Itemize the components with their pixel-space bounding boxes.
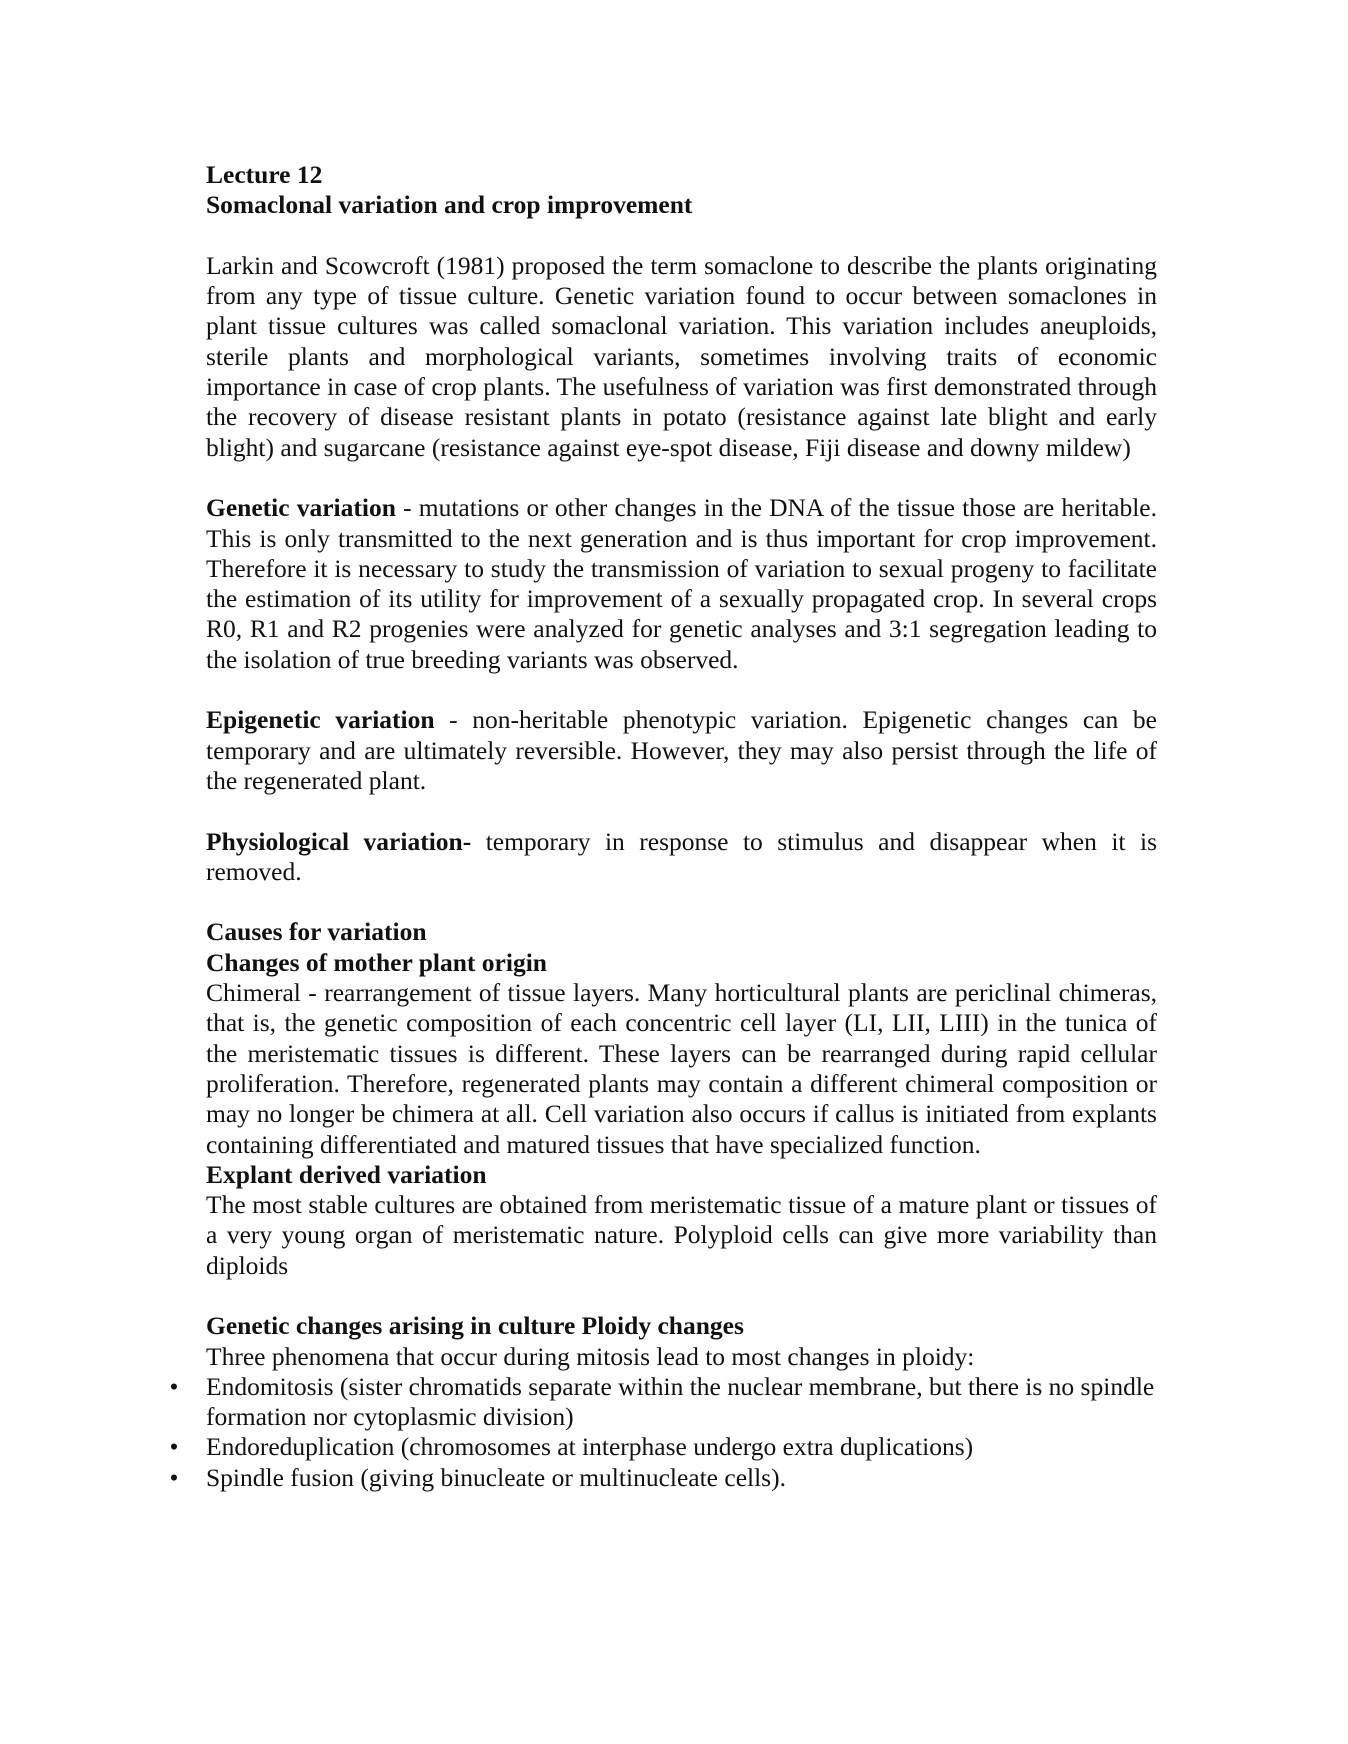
explant-paragraph: The most stable cultures are obtained from meristematic tissue of a mature plant or tissues of a very young organ of meristematic nature. Polyploid cells can give more variability than diploids [206,1190,1157,1280]
ploidy-heading: Genetic changes arising in culture Ploidy changes [206,1311,744,1341]
spacer [206,1281,1157,1311]
lecture-label: Lecture 12 [206,160,323,189]
list-item [169,1371,1157,1433]
spacer [206,796,1157,826]
chimeral-paragraph: Chimeral - rearrangement of tissue layers. Many horticultural plants are periclinal chimeras, that is, the genetic composition of each concentric cell layer (LI, LII, LIII) in the tunica of the meristematic tissues is different. These layers can be rearranged during rapid cellular proliferation. Therefore, regenerated plants may contain a different chimeral composition or may no longer be chimera at all. Cell variation also occurs if callus is initiated from explants containing differentiated and matured tissues that have specialized function. [206,978,1157,1159]
physiological-variation-paragraph [206,827,1157,888]
ploidy-bullet-list [169,1371,1157,1493]
physiological-variation-term: Physiological variation- [206,826,472,856]
document-page [169,160,1157,1493]
epigenetic-variation-term: Epigenetic variation [206,705,435,735]
spacer [206,221,1157,251]
spacer [206,887,1157,917]
bullet-icon: • [169,1462,179,1492]
explant-heading: Explant derived variation [206,1159,487,1189]
list-item [169,1432,1157,1462]
epigenetic-variation-paragraph [206,705,1157,796]
causes-heading: Causes for variation [206,917,427,947]
list-item-text: Spindle fusion (giving binucleate or multinucleate cells). [206,1462,786,1492]
list-item-text: Endomitosis (sister chromatids separate within the nuclear membrane, but there is no spindle formation nor cytoplasmic division) [206,1371,1155,1432]
epigenetic-variation-text: - non-heritable phenotypic variation. Epigenetic changes can be temporary and are ultimately reversible. However, they may also persist through the life of the regenerated plant. [206,705,1157,795]
bullet-icon: • [169,1432,179,1462]
intro-paragraph: Larkin and Scowcroft (1981) proposed the term somaclone to describe the plants originating from any type of tissue culture. Genetic variation found to occur between somaclones in plant tissue cultures was called somaclonal variation. This variation includes aneuploids, sterile plants and morphological variants, sometimes involving traits of economic importance in case of crop plants. The usefulness of variation was first demonstrated through the recovery of disease resistant plants in potato (resistance against late blight and early blight) and sugarcane (resistance against eye-spot disease, Fiji disease and downy mildew) [206,250,1157,462]
genetic-variation-text: - mutations or other changes in the DNA of the tissue those are heritable. This is only transmitted to the next generation and is thus important for crop improvement. Therefore it is necessary to study the transmission of variation to sexual progeny to facilitate the estimation of its utility for improvement of a sexually propagated crop. In several crops R0, R1 and R2 progenies were analyzed for genetic analyses and 3:1 segregation leading to the isolation of true breeding variants was observed. [206,493,1157,674]
spacer [206,463,1157,493]
genetic-variation-term: Genetic variation [206,493,396,523]
mother-plant-heading: Changes of mother plant origin [206,947,547,977]
list-item-text: Endoreduplication (chromosomes at interphase undergo extra duplications) [206,1432,974,1462]
genetic-variation-paragraph [206,493,1157,675]
spacer [206,675,1157,705]
list-item [169,1462,1157,1493]
bullet-icon: • [169,1371,179,1401]
physiological-variation-text: temporary in response to stimulus and disappear when it is removed. [206,826,1157,886]
page-title: Somaclonal variation and crop improvement [206,190,693,220]
ploidy-intro: Three phenomena that occur during mitosis lead to most changes in ploidy: [206,1341,975,1371]
